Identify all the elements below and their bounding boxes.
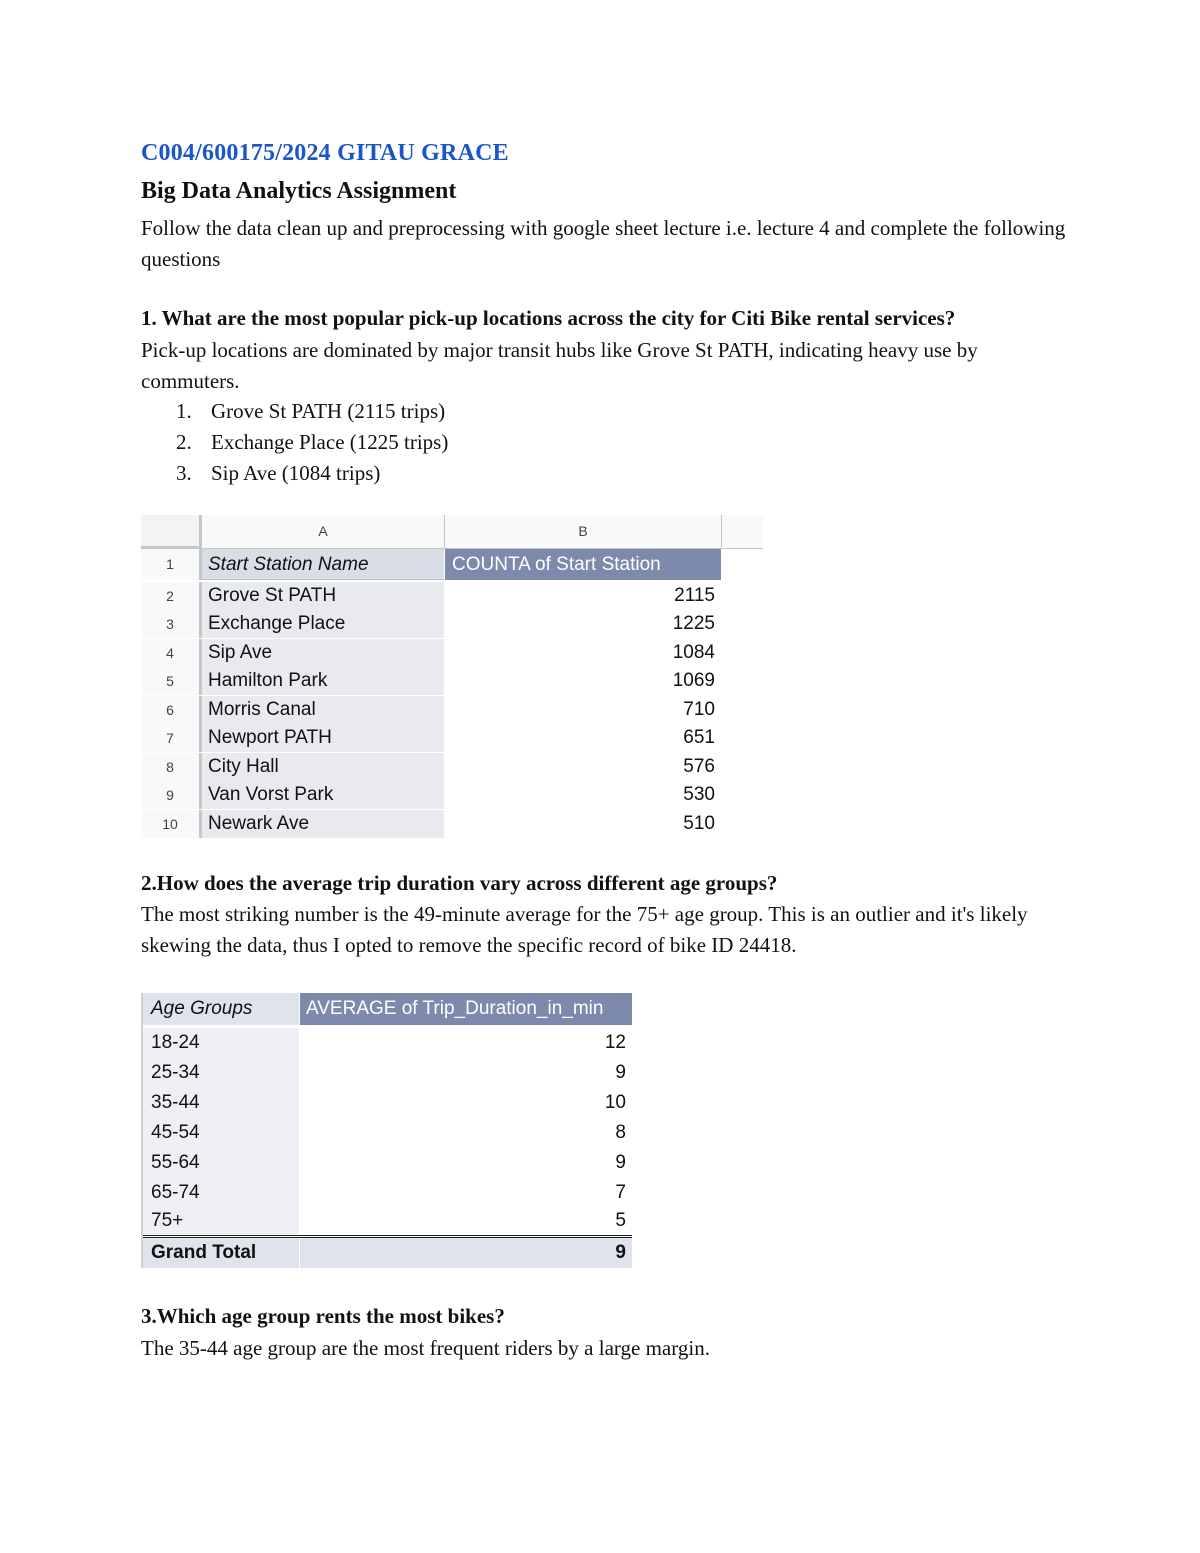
header-age-groups: Age Groups <box>143 993 299 1025</box>
column-header-b: B <box>445 515 722 549</box>
table-row: 5 Hamilton Park 1069 <box>141 667 763 695</box>
header-counta: COUNTA of Start Station <box>445 549 721 580</box>
table-row: 18-24 12 <box>143 1028 632 1058</box>
answer-3: The 35-44 age group are the most frequent riders by a large margin. <box>141 1336 710 1360</box>
list-item: 2. Exchange Place (1225 trips) <box>176 430 449 454</box>
header-start-station-name: Start Station Name <box>202 549 444 580</box>
top-stations-list <box>141 396 448 489</box>
list-item: 1. Grove St PATH (2115 trips) <box>176 399 446 423</box>
table-row: 7 Newport PATH 651 <box>141 724 763 752</box>
answer-2: The most striking number is the 49-minute average for the 75+ age group. This is an outlier and it's likely skewing the data, thus I opted to remove the specific record of bike ID 24418. <box>141 902 1028 957</box>
table-row: 9 Van Vorst Park 530 <box>141 781 763 809</box>
table-row: 8 City Hall 576 <box>141 753 763 781</box>
table-row: 3 Exchange Place 1225 <box>141 610 763 638</box>
question-3: 3.Which age group rents the most bikes? <box>141 1304 505 1328</box>
column-header-c <box>722 515 763 549</box>
table-row: 6 Morris Canal 710 <box>141 696 763 724</box>
question-1: 1. What are the most popular pick-up locations across the city for Citi Bike rental services? <box>141 306 956 330</box>
table-row: 65-74 7 <box>143 1178 632 1208</box>
column-header-a: A <box>202 515 445 549</box>
header-average-duration: AVERAGE of Trip_Duration_in_min <box>300 993 632 1025</box>
table-row: 4 Sip Ave 1084 <box>141 639 763 667</box>
answer-1: Pick-up locations are dominated by major transit hubs like Grove St PATH, indicating heavy use by commuters. <box>141 338 978 393</box>
table-row: 10 Newark Ave 510 <box>141 810 763 838</box>
grand-total-value: 9 <box>300 1238 632 1268</box>
intro-text: Follow the data clean up and preprocessing with google sheet lecture i.e. lecture 4 and complete the following questions <box>141 216 1066 271</box>
pivot-header-row <box>143 993 632 1025</box>
table-row: 35-44 10 <box>143 1088 632 1118</box>
table-row: 45-54 8 <box>143 1118 632 1148</box>
question-2: 2.How does the average trip duration vary across different age groups? <box>141 871 778 895</box>
list-item: 3. Sip Ave (1084 trips) <box>176 461 381 485</box>
grand-total-label: Grand Total <box>143 1238 299 1268</box>
table-header-row: 1 Start Station Name COUNTA of Start Station <box>141 549 763 580</box>
sheet-corner <box>141 515 202 549</box>
table-row: 75+ 5 <box>143 1207 632 1234</box>
assignment-title: Big Data Analytics Assignment <box>141 178 457 204</box>
station-counts-sheet <box>141 515 763 843</box>
table-row: 55-64 9 <box>143 1148 632 1178</box>
table-row: 2 Grove St PATH 2115 <box>141 582 763 610</box>
student-id: C004/600175/2024 GITAU GRACE <box>141 140 509 166</box>
grand-total-row <box>143 1235 632 1268</box>
age-duration-pivot <box>141 993 632 1268</box>
table-row: 25-34 9 <box>143 1058 632 1088</box>
